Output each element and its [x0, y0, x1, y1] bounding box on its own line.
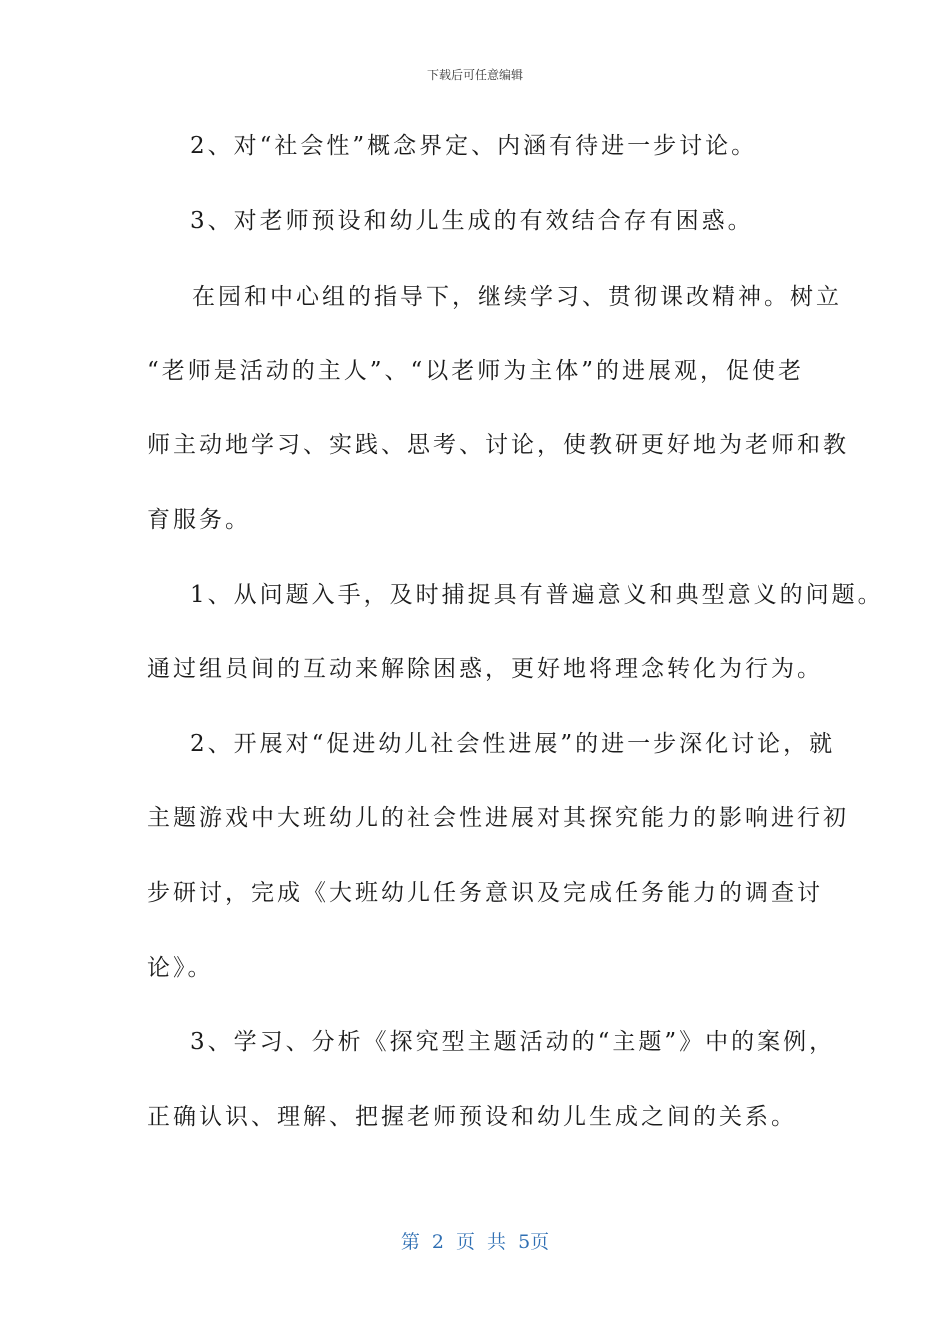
- paragraph-line: 步研讨，完成《大班幼儿任务意识及完成任务能力的调查讨: [147, 880, 823, 906]
- paragraph-line: 正确认识、理解、把握老师预设和幼儿生成之间的关系。: [147, 1104, 797, 1130]
- paragraph-line: 论》。: [147, 955, 214, 981]
- paragraph-line: 育服务。: [147, 507, 251, 533]
- header-note: 下载后可任意编辑: [426, 68, 523, 82]
- paragraph-line: 通过组员间的互动来解除困惑，更好地将理念转化为行为。: [147, 656, 823, 682]
- paragraph-line: “老师是活动的主人”、“以老师为主体”的进展观，促使老: [147, 358, 805, 384]
- paragraph-line: 2、开展对“促进幼儿社会性进展”的进一步深化讨论，就: [190, 731, 836, 757]
- paragraph-line: 3、对老师预设和幼儿生成的有效结合存有困惑。: [190, 208, 754, 234]
- page-number: 第 2 页 共 5页: [400, 1231, 550, 1253]
- paragraph-line: 在园和中心组的指导下，继续学习、贯彻课改精神。树立: [192, 284, 842, 310]
- paragraph-line: 2、对“社会性”概念界定、内涵有待进一步讨论。: [190, 133, 758, 159]
- paragraph-line: 3、学习、分析《探究型主题活动的“主题”》中的案例，: [190, 1029, 836, 1055]
- paragraph-line: 主题游戏中大班幼儿的社会性进展对其探究能力的影响进行初: [147, 805, 849, 831]
- paragraph-line: 师主动地学习、实践、思考、讨论，使教研更好地为老师和教: [147, 432, 849, 458]
- paragraph-line: 1、从问题入手，及时捕捉具有普遍意义和典型意义的问题。: [190, 582, 884, 608]
